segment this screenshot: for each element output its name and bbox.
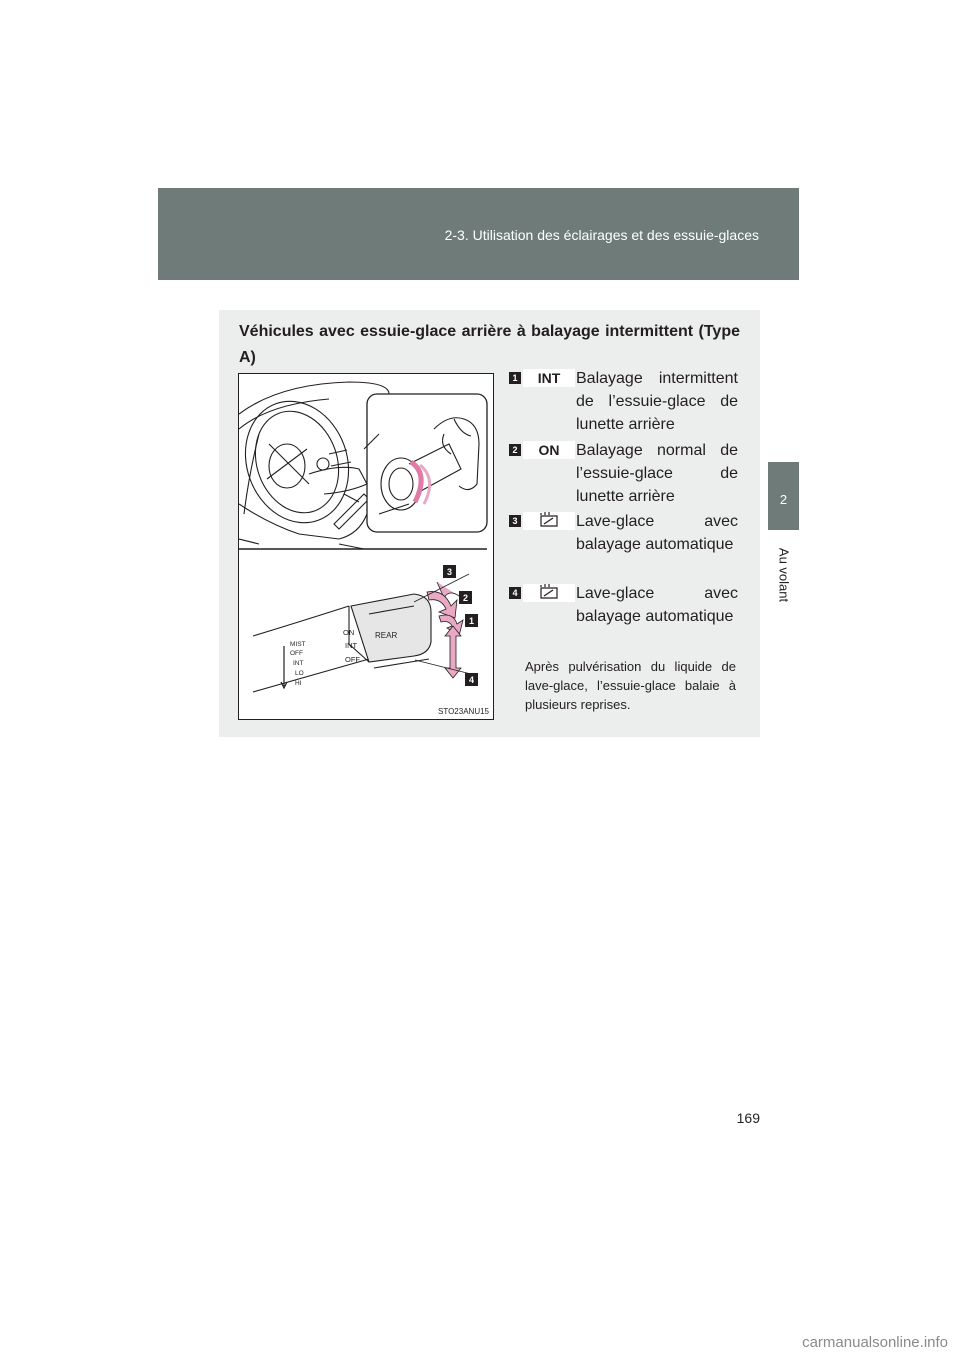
callout-1: 1 [468,616,475,626]
item-number: 3 [509,515,521,527]
callout-4: 4 [468,675,475,685]
item-label-on: ON [523,441,575,459]
lever-label-mist: MIST [290,641,306,648]
info-panel [219,310,760,737]
note-text: Après pulvérisation du liquide de lave-glace, l’essuie-glace balaie à plusieurs reprises. [525,659,736,712]
item-label-int: INT [523,369,575,387]
page-number: 169 [736,1110,760,1126]
panel-title: Véhicules avec essuie-glace arrière à balayage intermittent (Type A) [239,323,740,366]
lever-label-off: OFF [290,650,303,657]
chapter-label: Au volant [776,547,791,603]
lever-label-int: INT [293,660,304,667]
watermark: carmanualsonline.info [802,1334,948,1351]
section-header-band [158,188,799,280]
item-number: 4 [509,587,521,599]
item-description: Lave-glace avec balayage automatique [576,513,738,553]
item-description: Balayage normal de l’essuie-glace de lunette arrière [576,442,738,505]
rear-label-int: INT [345,641,358,650]
item-number: 2 [509,444,521,456]
wiper-lever-figure [238,373,494,720]
item-description: Balayage intermittent de l’essuie-glace de lunette arrière [576,370,738,433]
rear-washer-icon [523,584,575,602]
rear-washer-icon [523,512,575,530]
lever-label-lo: LO [295,670,304,677]
rear-label-off: OFF [345,655,360,664]
callout-3: 3 [446,567,453,577]
lever-label-hi: HI [295,680,302,687]
section-title: 2-3. Utilisation des éclairages et des essuie-glaces [444,227,759,243]
item-number: 1 [509,372,521,384]
wiper-illustration [239,374,493,719]
item-description: Lave-glace avec balayage automatique [576,585,738,625]
rear-label-on: ON [343,628,355,637]
figure-id: STO23ANU15 [438,707,489,716]
callout-2: 2 [462,593,469,603]
chapter-tab [768,462,799,530]
rear-label: REAR [375,631,398,640]
chapter-label-container [768,540,799,610]
chapter-number: 2 [779,492,788,507]
